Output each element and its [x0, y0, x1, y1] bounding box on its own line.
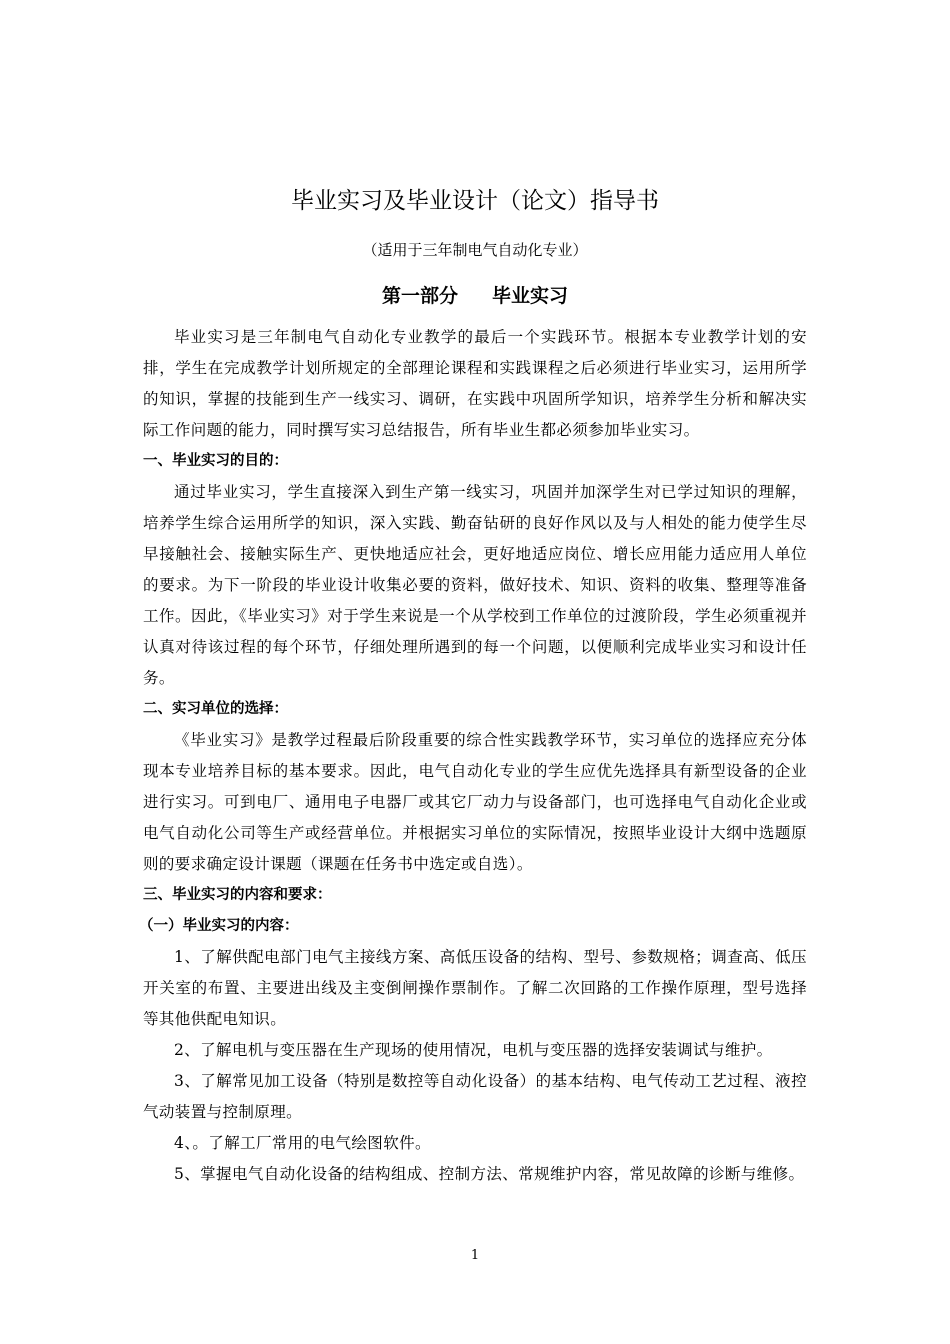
- subsection-heading-content: （一）毕业实习的内容：: [139, 918, 299, 934]
- intro-paragraph: 毕业实习是三年制电气自动化专业教学的最后一个实践环节。根据本专业教学计划的安排，学生在完成教学计划所规定的全部理论课程和实践课程之后必须进行毕业实习，运用所学的知识，掌握的技能到生产一线实习、调研，在实践中巩固所学知识，培养学生分析和解决实际工作问题的能力，同时撰写实习总结报告，所有毕业生都必须参加毕业实习。: [143, 328, 807, 439]
- list-item: 1、了解供配电部门电气主接线方案、高低压设备的结构、型号、参数规格；调查高、低压开关室的布置、主要进出线及主变倒闸操作票制作。了解二次回路的工作操作原理，型号选择等其他供配电知识。: [143, 948, 807, 1028]
- document-title: 毕业实习及毕业设计（论文）指导书: [291, 188, 659, 214]
- list-item: 5、掌握电气自动化设备的结构组成、控制方法、常规维护内容，常见故障的诊断与维修。: [174, 1165, 805, 1183]
- section-heading-unit-selection: 二、实习单位的选择：: [143, 701, 288, 717]
- list-item: 3、了解常见加工设备（特别是数控等自动化设备）的基本结构、电气传动工艺过程、液控气动装置与控制原理。: [143, 1072, 807, 1121]
- part-heading: [0, 280, 950, 312]
- section-heading-content: 三、毕业实习的内容和要求：: [143, 887, 332, 903]
- list-item: 2、了解电机与变压器在生产现场的使用情况，电机与变压器的选择安装调试与维护。: [174, 1041, 773, 1059]
- section-paragraph-unit-selection: 《毕业实习》是教学过程最后阶段重要的综合性实践教学环节，实习单位的选择应充分体现本专业培养目标的基本要求。因此，电气自动化专业的学生应优先选择具有新型设备的企业进行实习。可到电厂、通用电子电器厂或其它厂动力与设备部门，也可选择电气自动化企业或电气自动化公司等生产或经营单位。并根据实习单位的实际情况，按照毕业设计大纲中选题原则的要求确定设计课题（课题在任务书中选定或自选）。: [143, 731, 807, 873]
- section-paragraph-purpose: 通过毕业实习，学生直接深入到生产第一线实习，巩固并加深学生对已学过知识的理解，培养学生综合运用所学的知识，深入实践、勤奋钻研的良好作风以及与人相处的能力使学生尽早接触社会、接触实际生产、更快地适应社会，更好地适应岗位、增长应用能力适应用人单位的要求。为下一阶段的毕业设计收集必要的资料，做好技术、知识、资料的收集、整理等准备工作。因此，《毕业实习》对于学生来说是一个从学校到工作单位的过渡阶段，学生必须重视并认真对待该过程的每个环节，仔细处理所遇到的每一个问题，以便顺利完成毕业实习和设计任务。: [143, 483, 807, 687]
- list-item: 4、。了解工厂常用的电气绘图软件。: [174, 1134, 431, 1152]
- part-name: 毕业实习: [492, 285, 569, 307]
- page-number: 1: [470, 1248, 480, 1263]
- document-body: [139, 322, 807, 1190]
- document-subtitle: （适用于三年制电气自动化专业）: [362, 241, 588, 259]
- part-number: 第一部分: [381, 285, 458, 307]
- section-heading-purpose: 一、毕业实习的目的：: [143, 453, 288, 469]
